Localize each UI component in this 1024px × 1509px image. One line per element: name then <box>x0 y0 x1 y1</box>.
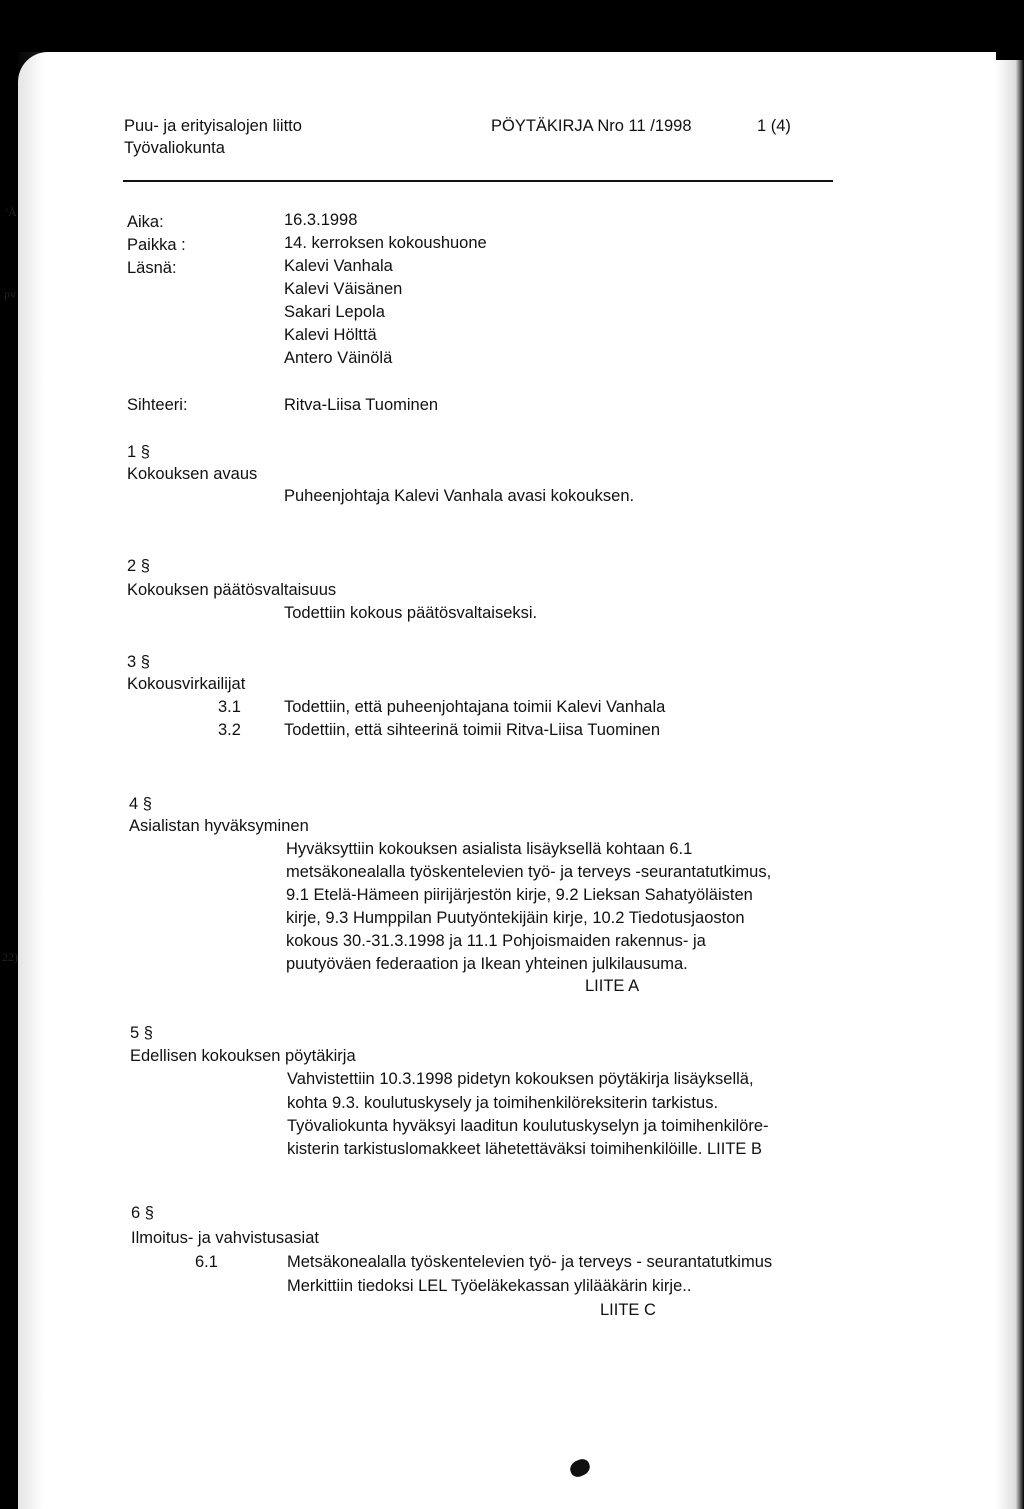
attachment-ref: LIITE C <box>600 1301 656 1319</box>
section-text-line: kirje, 9.3 Humppilan Puutyöntekijäin kirje, 10.2 Tiedotusjaoston <box>286 909 745 927</box>
item-number: 3.2 <box>218 721 241 739</box>
section-number: 1 § <box>127 443 150 461</box>
attendee: Antero Väinölä <box>284 349 393 367</box>
section-text-line: puutyöväen federaation ja Ikean yhteinen julkilausuma. <box>286 955 688 973</box>
section-text-line: Metsäkonealalla työskentelevien työ- ja terveys - seurantatutkimus <box>287 1253 773 1271</box>
item-text: Todettiin, että sihteerinä toimii Ritva-Liisa Tuominen <box>284 721 661 739</box>
aika-value: 16.3.1998 <box>284 211 358 229</box>
attendee: Kalevi Väisänen <box>284 280 403 298</box>
section-text: Todettiin kokous päätösvaltaiseksi. <box>284 604 538 622</box>
section-title: Asialistan hyväksyminen <box>129 817 309 835</box>
section-title: Kokouksen avaus <box>127 465 258 483</box>
attendee: Kalevi Hölttä <box>284 326 377 344</box>
section-text-line: kohta 9.3. koulutuskysely ja toimihenkilöreksiterin tarkistus. <box>287 1094 719 1112</box>
header-doc-number: PÖYTÄKIRJA Nro 11 /1998 <box>491 117 692 135</box>
lasna-label: Läsnä: <box>127 259 177 277</box>
section-title: Kokousvirkailijat <box>127 675 246 693</box>
section-title: Kokouksen päätösvaltaisuus <box>127 581 337 599</box>
item-text: Todettiin, että puheenjohtajana toimii Kalevi Vanhala <box>284 698 666 716</box>
section-text: Puheenjohtaja Kalevi Vanhala avasi kokouksen. <box>284 487 635 505</box>
header-unit: Työvaliokunta <box>124 139 225 157</box>
section-text-line: Vahvistettiin 10.3.1998 pidetyn kokouksen pöytäkirja lisäyksellä, <box>287 1070 754 1088</box>
header-org: Puu- ja erityisalojen liitto <box>124 117 302 135</box>
sihteeri-value: Ritva-Liisa Tuominen <box>284 396 439 414</box>
section-number: 4 § <box>129 795 152 813</box>
sihteeri-label: Sihteeri: <box>127 396 188 414</box>
margin-mark: pv <box>4 287 16 301</box>
item-number: 3.1 <box>218 698 241 716</box>
section-text-line: Työvaliokunta hyväksyi laaditun koulutuskyselyn ja toimihenkilöre- <box>287 1117 769 1135</box>
section-text-line: metsäkonealalla työskentelevien työ- ja terveys -seurantatutkimus, <box>286 863 772 881</box>
section-number: 2 § <box>127 557 150 575</box>
item-number: 6.1 <box>195 1253 218 1271</box>
section-text-line: Merkittiin tiedoksi LEL Työeläkekassan ylilääkärin kirje.. <box>287 1277 692 1295</box>
attendee: Kalevi Vanhala <box>284 257 393 275</box>
section-title: Edellisen kokouksen pöytäkirja <box>130 1047 356 1065</box>
aika-label: Aika: <box>127 213 164 231</box>
section-text-line: 9.1 Etelä-Hämeen piirijärjestön kirje, 9.2 Lieksan Sahatyöläisten <box>286 886 753 904</box>
section-number: 5 § <box>130 1024 153 1042</box>
section-text-line: kokous 30.-31.3.1998 ja 11.1 Pohjoismaiden rakennus- ja <box>286 932 706 950</box>
header-page-number: 1 (4) <box>757 117 791 135</box>
paikka-label: Paikka : <box>127 236 186 254</box>
page-edge-shadow <box>996 60 1024 1509</box>
margin-mark: 'Ä <box>6 205 17 219</box>
attachment-ref: LIITE A <box>585 977 640 995</box>
section-number: 6 § <box>131 1204 154 1222</box>
section-text-line: Hyväksyttiin kokouksen asialista lisäyksellä kohtaan 6.1 <box>286 840 693 858</box>
header-rule <box>123 180 833 182</box>
margin-mark: 22) <box>2 950 18 964</box>
attendee: Sakari Lepola <box>284 303 385 321</box>
section-number: 3 § <box>127 653 150 671</box>
section-title: Ilmoitus- ja vahvistusasiat <box>131 1229 319 1247</box>
section-text-line: kisterin tarkistuslomakkeet lähetettäväksi toimihenkilöille. LIITE B <box>287 1140 763 1158</box>
paikka-value: 14. kerroksen kokoushuone <box>284 234 487 252</box>
